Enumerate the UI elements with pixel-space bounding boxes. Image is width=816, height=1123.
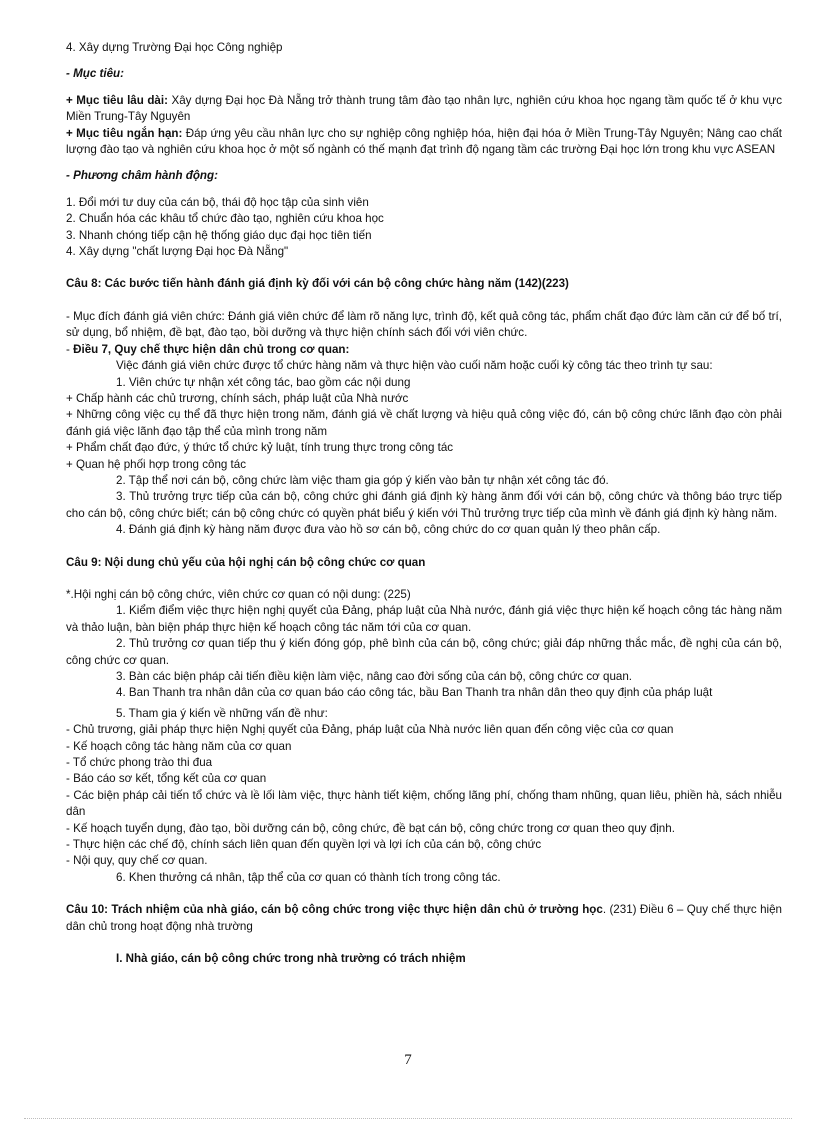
list-item: 3. Nhanh chóng tiếp cận hệ thống giáo dục đại học tiên tiến xyxy=(66,228,372,242)
cau8-dieu7 xyxy=(66,342,782,358)
cau10-subheading: I. Nhà giáo, cán bộ công chức trong nhà trường có trách nhiệm xyxy=(116,952,466,966)
muc-tieu-ngan-han xyxy=(66,126,782,159)
list-item: + Quan hệ phối hợp trong công tác xyxy=(66,457,247,471)
cau10-heading-rest: . (231) Điều 6 – Quy chế thực hiện dân chủ trong hoạt động nhà trường xyxy=(66,903,783,933)
page-number: 7 xyxy=(404,1052,412,1068)
cau9-heading: Câu 9: Nội dung chủ yếu của hội nghị cán bộ công chức cơ quan xyxy=(66,555,426,569)
cau9-item5: 5. Tham gia ý kiến về những vấn đề như: xyxy=(116,706,328,720)
list-item: 2. Chuẩn hóa các khâu tổ chức đào tạo, nghiên cứu khoa học xyxy=(66,212,384,226)
cau9-intro: *.Hội nghị cán bộ công chức, viên chức cơ quan có nội dung: (225) xyxy=(66,587,411,601)
list-item: - Chủ trương, giải pháp thực hiện Nghị quyết của Đảng, pháp luật của Nhà nước liên quan đến công việc của cơ quan xyxy=(66,723,674,737)
cau8-muc-dich: - Mục đích đánh giá viên chức: Đánh giá viên chức để làm rõ năng lực, trình độ, kết quả công tác, phẩm chất đạo đức làm căn cứ để bố trí, sử dụng, bổ nhiệm, đề bạt, đào tạo, bồi dưỡng và thực hiện chính sách đối với viên chức. xyxy=(66,309,782,340)
ngan-han-label: + Mục tiêu ngắn hạn: xyxy=(66,126,183,140)
cau9-item1: 1. Kiểm điểm việc thực hiện nghị quyết của Đảng, pháp luật của Nhà nước, đánh giá việc thực hiện kế hoạch công tác hàng năm và thảo luận, bàn biện pháp thực hiện kế hoạch công tác năm tới của cơ quan. xyxy=(66,604,782,634)
list-item: + Những công việc cụ thể đã thực hiện trong năm, đánh giá về chất lượng và hiệu quả công việc đó, cán bộ công chức lãnh đạo còn phải đánh giá việc lãnh đạo tập thể của mình trong năm xyxy=(66,408,782,438)
list-item: 4. Xây dựng "chất lượng Đại học Đà Nẵng" xyxy=(66,245,289,259)
dai-han-label: + Mục tiêu lâu dài: xyxy=(66,93,168,107)
document-page xyxy=(66,40,782,968)
cau9-item6: 6. Khen thưởng cá nhân, tập thể của cơ quan có thành tích trong công tác. xyxy=(116,870,501,884)
cau8-step4: 4. Đánh giá định kỳ hàng năm được đưa vào hồ sơ cán bộ, công chức do cơ quan quản lý theo phân cấp. xyxy=(116,523,661,537)
list-item: - Kế hoạch công tác hàng năm của cơ quan xyxy=(66,739,292,753)
muc-tieu-heading: - Mục tiêu: xyxy=(66,67,124,81)
list-item: + Phẩm chất đạo đức, ý thức tổ chức kỷ luật, tính trung thực trong công tác xyxy=(66,441,454,455)
list-item: + Chấp hành các chủ trương, chính sách, pháp luật của Nhà nước xyxy=(66,391,409,405)
phuong-cham-heading: - Phương châm hành động: xyxy=(66,169,218,183)
cau9-item3: 3. Bàn các biện pháp cải tiến điều kiện làm việc, nâng cao đời sống của cán bộ, công chức cơ quan. xyxy=(116,670,633,683)
page-bottom-rule xyxy=(24,1118,792,1119)
dieu7-prefix: - xyxy=(66,342,74,356)
list-item: - Các biện pháp cải tiến tổ chức và lề lối làm việc, thực hành tiết kiệm, chống lãng phí, chống tham nhũng, quan liêu, phiền hà, sách nhiễu dân xyxy=(66,788,782,819)
cau9-item2: 2. Thủ trưởng cơ quan tiếp thu ý kiến đóng góp, phê bình của cán bộ, công chức; giải đáp những thắc mắc, đề nghị của cán bộ, công chức cơ quan. xyxy=(66,637,782,667)
list-item: - Tổ chức phong trào thi đua xyxy=(66,756,213,770)
list-item: - Báo cáo sơ kết, tổng kết của cơ quan xyxy=(66,772,267,786)
cau8-heading: Câu 8: Các bước tiến hành đánh giá định kỳ đối với cán bộ công chức hàng năm (142)(223) xyxy=(66,277,569,291)
cau9-item4: 4. Ban Thanh tra nhân dân của cơ quan báo cáo công tác, bầu Ban Thanh tra nhân dân theo quy định của pháp luật xyxy=(116,686,713,700)
intro-item-4: 4. Xây dựng Trường Đại học Công nghiệp xyxy=(66,41,283,54)
cau8-para-intro: Việc đánh giá viên chức được tổ chức hàng năm và thực hiện vào cuối năm hoặc cuối kỳ công tác theo trình tự sau: xyxy=(116,359,713,373)
cau8-step1: 1. Viên chức tự nhận xét công tác, bao gồm các nội dung xyxy=(116,375,411,389)
list-item: - Nội quy, quy chế cơ quan. xyxy=(66,854,208,868)
cau10-heading-bold: Câu 10: Trách nhiệm của nhà giáo, cán bộ công chức trong việc thực hiện dân chủ ở trường học xyxy=(66,903,603,917)
list-item: - Kế hoạch tuyển dụng, đào tạo, bồi dưỡng cán bộ, công chức, đề bạt cán bộ, công chức trong cơ quan theo quy định. xyxy=(66,821,675,835)
cau10-heading xyxy=(66,902,782,935)
ngan-han-text: Đáp ứng yêu cầu nhân lực cho sự nghiệp công nghiệp hóa, hiện đại hóa ở Miền Trung-Tây Nguyên; Nâng cao chất lượng đào tạo và nghiên cứu khoa học ở một số ngành có thế mạnh đạt trình độ ngang tầm các trường Đại học lớn trong khu vực ASEAN xyxy=(66,126,782,157)
dai-han-text: Xây dựng Đại học Đà Nẵng trở thành trung tâm đào tạo nhân lực, nghiên cứu khoa học ngang tầm quốc tế ở khu vực Miền Trung-Tây Nguyên xyxy=(66,93,782,124)
muc-tieu-dai-han xyxy=(66,93,782,126)
dieu7-label: Điều 7, Quy chế thực hiện dân chủ trong cơ quan: xyxy=(73,342,350,356)
list-item: 1. Đổi mới tư duy của cán bộ, thái độ học tập của sinh viên xyxy=(66,195,369,209)
list-item: - Thực hiện các chế độ, chính sách liên quan đến quyền lợi và lợi ích của cán bộ, công chức xyxy=(66,838,542,852)
cau8-step3: 3. Thủ trưởng trực tiếp của cán bộ, công chức ghi đánh giá định kỳ hàng ănm đối với cán bộ, công chức và thông báo trực tiếp cho cán bộ, công chức biết; cán bộ công chức có quyền phát biểu ý kiến với Thủ trưởng trực tiếp của mình về đánh giá định kỳ hàng năm. xyxy=(66,490,782,520)
cau8-step2: 2. Tập thể nơi cán bộ, công chức làm việc tham gia góp ý kiến vào bản tự nhận xét công tác đó. xyxy=(116,473,609,487)
